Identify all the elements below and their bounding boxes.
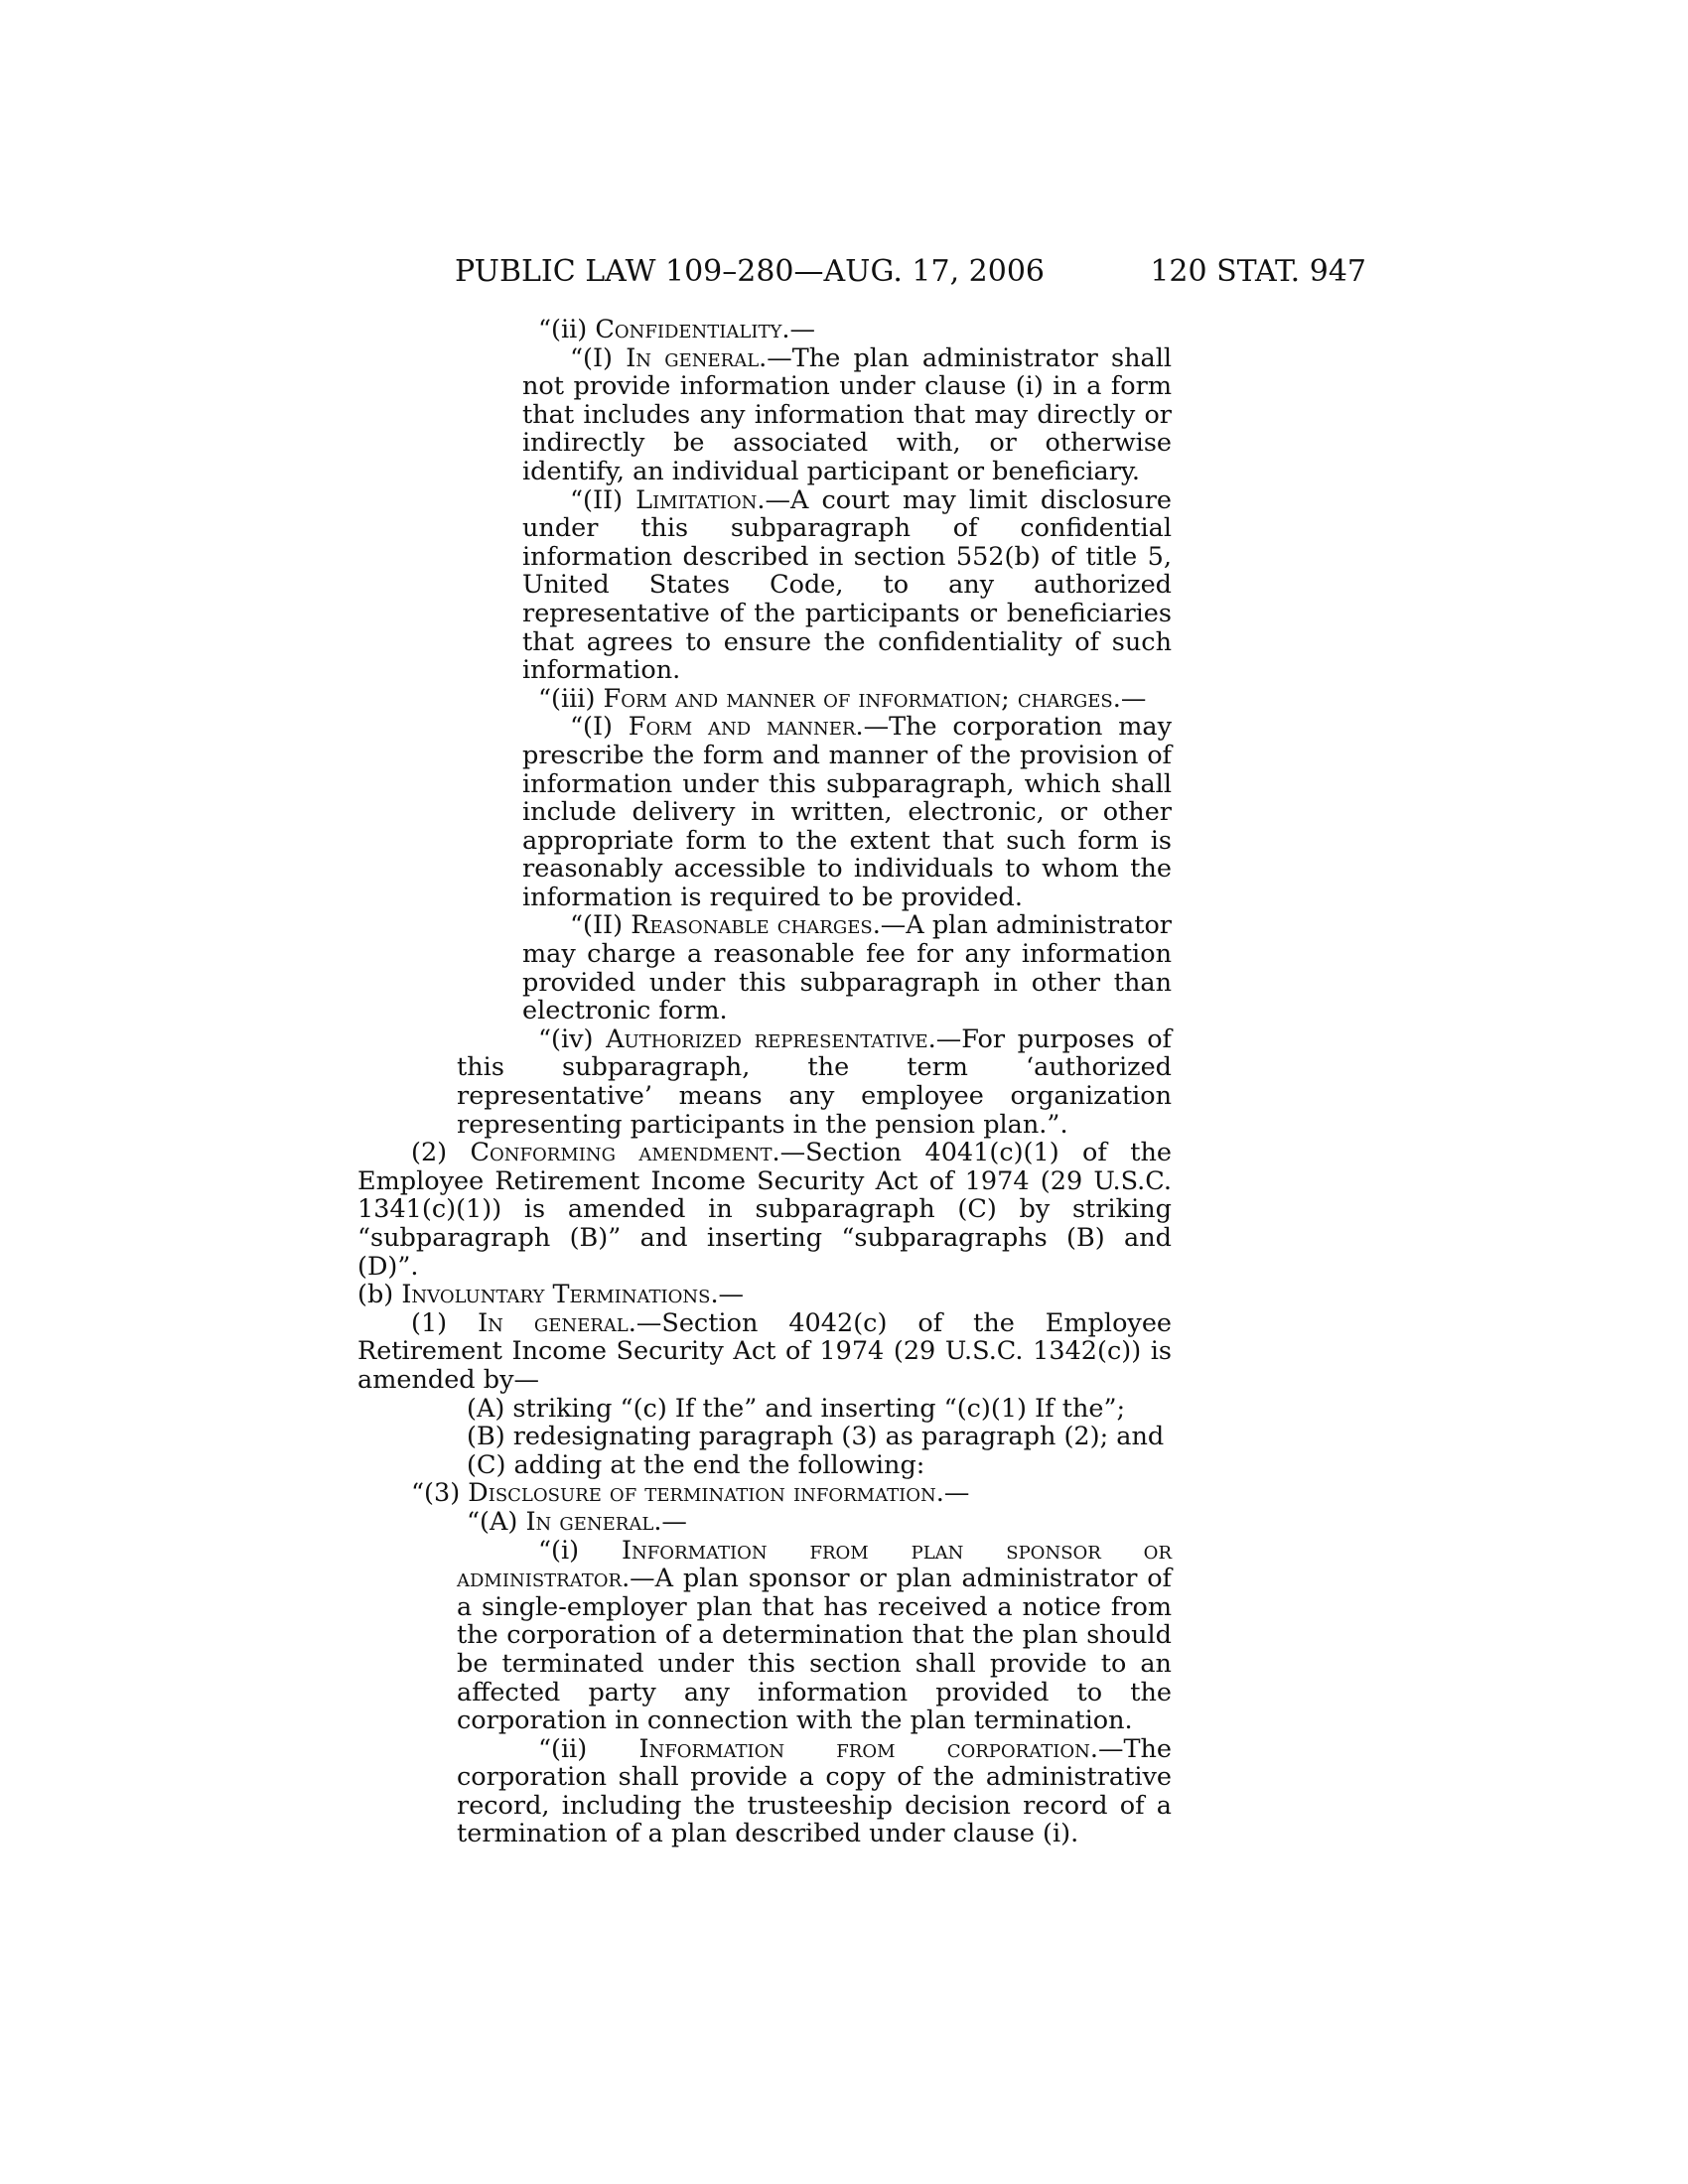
clause-heading: Authorized representative — [606, 1024, 928, 1054]
clause-heading: Involuntary Terminations — [401, 1280, 711, 1310]
clause-lead: “(I) — [570, 712, 629, 743]
clause-text: .—The plan administrator shall not provide information under clause (i) in a form that includes any information that may directly or indirectly be associated with, or otherwise identify, an individual participant or beneficiary. — [522, 342, 1173, 486]
paragraph-1-in-general — [357, 1309, 1172, 1395]
clause-lead: (2) — [411, 1138, 471, 1168]
clause-heading: Conforming amendment — [470, 1138, 773, 1168]
clause-heading: Information from corporation — [638, 1733, 1090, 1764]
clause-lead: “(I) — [570, 342, 627, 373]
clause-heading: Confidentiality — [595, 315, 782, 344]
clause-text: .—The corporation may prescribe the form and manner of the provision of information under this subparagraph, which shall include delivery in written, electronic, or other appropriate form to the extent that such form is reasonably accessible to individuals to whom the information is required to be provided. — [522, 712, 1173, 912]
clause-text: .—A plan sponsor or plan administrator of a single-employer plan that has received a notice from the corporation of a determination that the plan should be terminated under this section shall provide to an affected party any information provided to the corporation in connection with the plan termination. — [457, 1564, 1172, 1736]
subsection-b-involuntary-terminations — [357, 1281, 1172, 1309]
clause-heading: In general — [478, 1307, 629, 1338]
clause-text: .— — [710, 1280, 745, 1310]
clause-heading: In general — [525, 1506, 654, 1537]
clause-text: .—Section 4041(c)(1) of the Employee Retirement Income Security Act of 1974 (29 U.S.C. 1341(c)(1)) is amended in subparagraph (C) by striking “subparagraph (B)” and inserting “subparagraphs (B) and (D)”. — [357, 1138, 1172, 1282]
clause-lead: “(ii) — [538, 1733, 639, 1764]
header-law-citation: PUBLIC LAW 109–280—AUG. 17, 2006 — [455, 254, 1046, 289]
header-page-citation: 120 STAT. 947 — [1150, 254, 1366, 289]
paragraph-3-disclosure — [357, 1479, 1172, 1508]
clause-heading: Limitation — [635, 484, 758, 515]
subparagraph-A-in-general — [357, 1508, 1172, 1537]
clause-iii-form-manner — [357, 685, 1172, 714]
clause-text: .—Section 4042(c) of the Employee Retirement Income Security Act of 1974 (29 U.S.C. 1342(c)) is amended by— — [357, 1307, 1173, 1395]
item-text: (C) adding at the end the following: — [467, 1449, 925, 1480]
subclause-II-reasonable-charges — [357, 911, 1172, 1024]
clause-heading: Disclosure of termination information — [468, 1478, 936, 1509]
clause-lead: (b) — [357, 1280, 402, 1310]
clause-lead: “(iii) — [538, 683, 604, 714]
clause-lead: “(II) — [570, 484, 636, 515]
clause-lead: “(i) — [538, 1535, 622, 1566]
clause-heading: Information from plan sponsor or administrator — [457, 1535, 1172, 1594]
clause-lead: “(II) — [570, 910, 632, 941]
clause-iv-authorized-representative — [357, 1025, 1172, 1139]
item-text: (B) redesignating paragraph (3) as paragraph (2); and — [467, 1422, 1165, 1452]
clause-lead: “(iv) — [538, 1024, 607, 1054]
statute-body — [357, 316, 1172, 1848]
clause-text: .—For purposes of this subparagraph, the term ‘authorized representative’ means any employee organization representing participants in the pension plan.”. — [457, 1024, 1172, 1140]
clause-text: .— — [1112, 683, 1147, 714]
subclause-II-limitation — [357, 486, 1172, 685]
clause-heading: In general — [626, 342, 760, 373]
item-text: (A) striking “(c) If the” and inserting “(c)(1) If the”; — [467, 1393, 1126, 1424]
clause-heading: Form and manner of information; charges — [603, 683, 1113, 714]
clause-text: .—A court may limit disclosure under this subparagraph of confidential information described in section 552(b) of title 5, United States Code, to any authorized representative of the participants or beneficiaries that agrees to ensure the confidentiality of such information. — [522, 484, 1173, 686]
clause-text: .— — [781, 315, 815, 344]
clause-text: .— — [935, 1478, 970, 1509]
running-header — [455, 250, 1366, 294]
clause-lead: “(A) — [467, 1506, 526, 1537]
clause-text: .—The corporation shall provide a copy of the administrative record, including the trusteeship decision record of a termination of a plan described under clause (i). — [457, 1733, 1172, 1849]
item-C-adding — [357, 1451, 1172, 1480]
clause-heading: Form and manner — [628, 712, 856, 743]
item-A-striking — [357, 1395, 1172, 1424]
clause-i-information-sponsor — [357, 1537, 1172, 1735]
paragraph-2-conforming-amendment — [357, 1139, 1172, 1281]
item-B-redesignating — [357, 1423, 1172, 1451]
subclause-I-form-and-manner — [357, 713, 1172, 911]
clause-lead: “(ii) — [538, 315, 596, 344]
clause-lead: “(3) — [411, 1478, 469, 1509]
clause-text: .— — [653, 1506, 687, 1537]
clause-text: .—A plan administrator may charge a reasonable fee for any information provided under this subparagraph in other than electronic form. — [522, 910, 1172, 1026]
clause-heading: Reasonable charges — [631, 910, 873, 941]
clause-ii-confidentiality — [357, 316, 1172, 344]
clause-ii-information-corporation — [357, 1735, 1172, 1848]
subclause-I-in-general — [357, 344, 1172, 486]
clause-lead: (1) — [411, 1307, 479, 1338]
